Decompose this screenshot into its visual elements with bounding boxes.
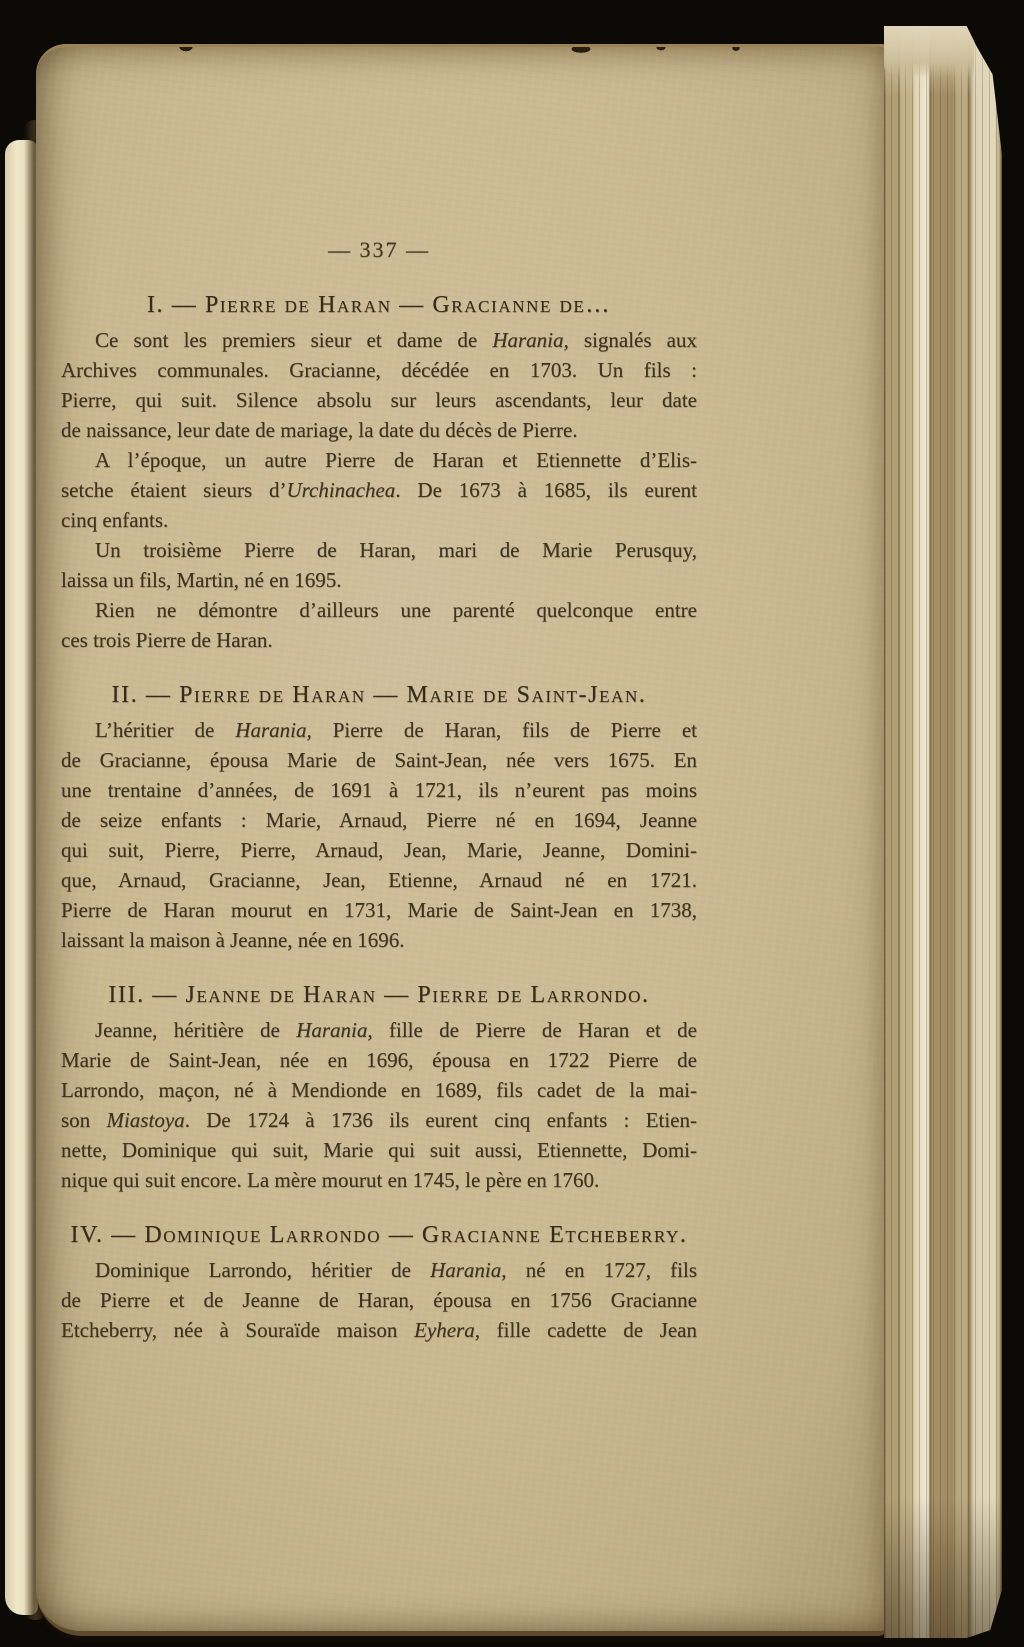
text-segment: Marie de Saint-Jean, née en 1696, épousa en 1722 Pierre de	[61, 1048, 697, 1072]
sections-container	[61, 289, 697, 1345]
text-block	[61, 235, 697, 1345]
text-line	[61, 355, 697, 385]
text-segment: de seize enfants : Marie, Arnaud, Pierre né en 1694, Jeanne	[61, 808, 697, 832]
text-segment: de naissance, leur date de mariage, la date du décès de Pierre.	[61, 418, 578, 442]
text-segment: A l’époque, un autre Pierre de Haran et Etiennette d’Elis-	[95, 448, 697, 472]
text-line	[61, 835, 697, 865]
paragraph	[61, 1255, 697, 1345]
text-line	[61, 1135, 697, 1165]
fore-edge-shading	[884, 26, 1002, 1638]
text-line	[61, 1015, 697, 1045]
text-line	[61, 595, 697, 625]
text-segment: setche étaient sieurs d’	[61, 478, 287, 502]
text-segment: L’héritier de	[95, 718, 236, 742]
text-segment: fille cadette de Jean	[479, 1318, 697, 1342]
text-segment: Etcheberry, née à Souraïde maison	[61, 1318, 415, 1342]
text-segment: Pierre de Haran, fils de Pierre et	[311, 718, 697, 742]
text-line	[61, 775, 697, 805]
italic-text: Harania,	[430, 1258, 507, 1282]
text-segment: Un troisième Pierre de Haran, mari de Marie Perusquy,	[95, 538, 697, 562]
text-segment: une trentaine d’années, de 1691 à 1721, ils n’eurent pas moins	[61, 778, 697, 802]
text-segment: . De 1673 à 1685, ils eurent	[395, 478, 697, 502]
text-segment: laissa un fils, Martin, né en 1695.	[61, 568, 342, 592]
paragraph	[61, 715, 697, 955]
paragraph	[61, 595, 697, 655]
paragraph	[61, 1015, 697, 1195]
text-line	[61, 715, 697, 745]
text-line	[61, 415, 697, 445]
text-line	[61, 805, 697, 835]
text-segment: nique qui suit encore. La mère mourut en 1745, le père en 1760.	[61, 1168, 600, 1192]
text-line	[61, 1045, 697, 1075]
text-line	[61, 895, 697, 925]
section-heading: II. — Pierre de Haran — Marie de Saint-Jean.	[111, 682, 647, 708]
text-segment: Rien ne démontre d’ailleurs une parenté quelconque entre	[95, 598, 697, 622]
text-line	[61, 1315, 697, 1345]
text-line	[61, 1165, 697, 1195]
text-segment: Archives communales. Gracianne, décédée en 1703. Un fils :	[61, 358, 697, 382]
paragraph	[61, 445, 697, 535]
text-segment: qui suit, Pierre, Pierre, Arnaud, Jean, Marie, Jeanne, Domini-	[61, 838, 697, 862]
text-segment: Jeanne, héritière de	[95, 1018, 297, 1042]
italic-text: Eyhera,	[414, 1318, 480, 1342]
italic-text: Miastoya	[106, 1108, 185, 1132]
text-line	[61, 745, 697, 775]
stacked-page-edges	[884, 26, 1002, 1638]
text-line	[61, 385, 697, 415]
section-heading: III. — Jeanne de Haran — Pierre de Larrondo.	[108, 982, 650, 1008]
text-line	[61, 445, 697, 475]
text-segment: que, Arnaud, Gracianne, Jean, Etienne, Arnaud né en 1721.	[61, 868, 697, 892]
text-line	[61, 535, 697, 565]
text-line	[61, 1285, 697, 1315]
text-line	[61, 475, 697, 505]
text-segment: Pierre, qui suit. Silence absolu sur leurs ascendants, leur date	[61, 388, 697, 412]
text-segment: fille de Pierre de Haran et de	[372, 1018, 697, 1042]
text-segment: Pierre de Haran mourut en 1731, Marie de Saint-Jean en 1738,	[61, 898, 697, 922]
section-heading: I. — Pierre de Haran — Gracianne de…	[146, 292, 612, 318]
text-segment: son	[61, 1108, 107, 1132]
text-line	[61, 1255, 697, 1285]
text-line	[61, 865, 697, 895]
text-segment: Ce sont les premiers sieur et dame de	[95, 328, 493, 352]
text-segment: signalés aux	[568, 328, 697, 352]
text-segment: de Pierre et de Jeanne de Haran, épousa en 1756 Gracianne	[61, 1288, 697, 1312]
text-line	[61, 925, 697, 955]
text-line	[61, 1105, 697, 1135]
text-segment: . De 1724 à 1736 ils eurent cinq enfants : Etien-	[184, 1108, 697, 1132]
text-segment: Dominique Larrondo, héritier de	[95, 1258, 431, 1282]
italic-text: Harania,	[492, 328, 569, 352]
italic-text: Harania,	[235, 718, 312, 742]
text-line	[61, 505, 697, 535]
italic-text: Harania,	[296, 1018, 373, 1042]
text-segment: ces trois Pierre de Haran.	[61, 628, 273, 652]
paragraph	[61, 325, 697, 445]
text-segment: cinq enfants.	[61, 508, 169, 532]
text-line	[61, 325, 697, 355]
text-segment: né en 1727, fils	[506, 1258, 697, 1282]
text-line	[61, 565, 697, 595]
section-heading: IV. — Dominique Larrondo — Gracianne Etcheberry.	[70, 1222, 688, 1248]
text-line	[61, 625, 697, 655]
text-segment: laissant la maison à Jeanne, née en 1696.	[61, 928, 405, 952]
italic-text: Urchinachea	[286, 478, 396, 502]
book-page	[36, 44, 888, 1636]
paragraph	[61, 535, 697, 595]
page-number: — 337 —	[328, 237, 430, 262]
text-line	[61, 1075, 697, 1105]
text-segment: nette, Dominique qui suit, Marie qui suit aussi, Etiennette, Domi-	[61, 1138, 697, 1162]
text-segment: Larrondo, maçon, né à Mendionde en 1689, fils cadet de la mai-	[61, 1078, 697, 1102]
text-segment: de Gracianne, épousa Marie de Saint-Jean, née vers 1675. En	[61, 748, 697, 772]
